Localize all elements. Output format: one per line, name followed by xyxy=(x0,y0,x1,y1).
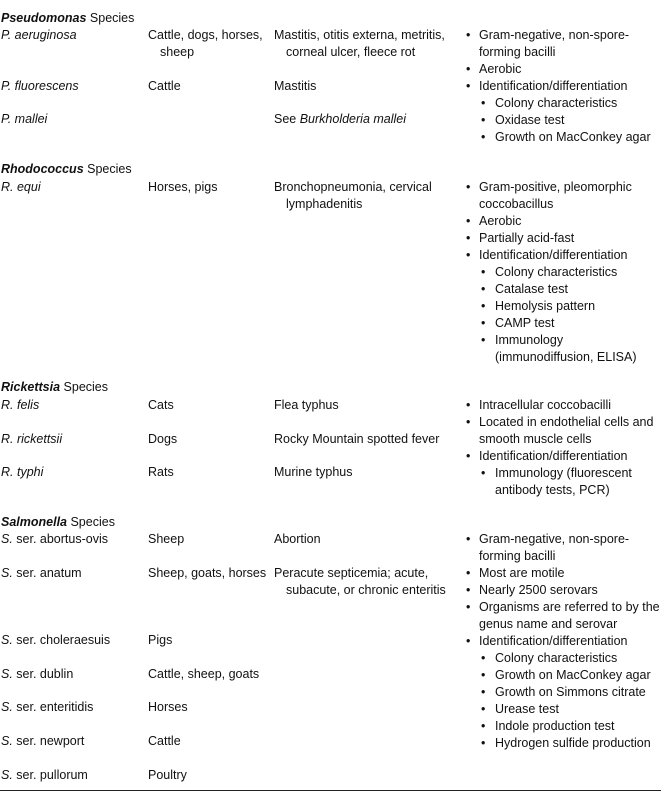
serovar-name: ser. enteritidis xyxy=(12,700,94,714)
genus-abbrev: S. xyxy=(1,700,13,714)
section-heading xyxy=(1,379,108,396)
genus-abbrev: S. xyxy=(1,566,13,580)
feature-item: • Partially acid-fast xyxy=(465,230,661,247)
disease-text: Peracute septicemia; acute, subacute, or chronic enteritis xyxy=(274,566,446,597)
disease-reference: Burkholderia mallei xyxy=(299,112,407,126)
feature-subitem: • Indole production test xyxy=(465,718,661,735)
feature-subitem: • Oxidase test xyxy=(465,112,661,129)
host-list: Poultry xyxy=(148,768,187,782)
table-bottom-rule xyxy=(0,790,661,791)
section-heading xyxy=(1,514,115,531)
host-list: Cattle xyxy=(148,79,181,93)
feature-item: • Aerobic xyxy=(465,213,661,230)
feature-subitem: • Catalase test xyxy=(465,281,661,298)
host-list: Rats xyxy=(148,465,174,479)
feature-item: • Nearly 2500 serovars xyxy=(465,582,661,599)
feature-item: • Identification/differentiation xyxy=(465,448,661,465)
genus-abbrev: S. xyxy=(1,633,13,647)
feature-item: • Most are motile xyxy=(465,565,661,582)
serovar-name: ser. choleraesuis xyxy=(12,633,111,647)
feature-subitem: • Hydrogen sulfide production xyxy=(465,735,661,752)
heading-suffix: Species xyxy=(60,380,109,394)
disease-text: Mastitis xyxy=(274,79,317,93)
species-name: P. aeruginosa xyxy=(1,28,77,42)
species-name xyxy=(1,733,84,750)
host-list: Pigs xyxy=(148,633,173,647)
host-list: Sheep, goats, horses xyxy=(148,566,267,580)
serovar-name: ser. anatum xyxy=(12,566,82,580)
disease-prefix: See xyxy=(274,112,300,126)
species-name: P. fluorescens xyxy=(1,79,79,93)
table-row xyxy=(0,767,661,784)
feature-item: • Organisms are referred to by the genus name and serovar xyxy=(465,599,661,633)
disease-text: Abortion xyxy=(274,532,321,546)
species-name xyxy=(1,531,108,548)
heading-suffix: Species xyxy=(83,162,132,176)
disease-text: Bronchopneumonia, cervical lymphadenitis xyxy=(274,180,432,211)
feature-subitem: • Hemolysis pattern xyxy=(465,298,661,315)
feature-subitem: • Colony characteristics xyxy=(465,95,661,112)
host-list: Horses, pigs xyxy=(148,180,218,194)
heading-suffix: Species xyxy=(67,515,115,529)
genus-name: Salmonella xyxy=(1,515,67,529)
feature-item: • Identification/differentiation xyxy=(465,633,661,650)
species-name: R. typhi xyxy=(1,465,44,479)
features-list xyxy=(465,397,661,499)
genus-abbrev: S. xyxy=(1,667,13,681)
features-list xyxy=(465,531,661,752)
host-list: Cattle, sheep, goats xyxy=(148,667,260,681)
feature-item: • Gram-negative, non-spore-forming bacilli xyxy=(465,27,661,61)
species-name: R. rickettsii xyxy=(1,432,63,446)
feature-subitem: • Immunology (fluorescent antibody tests, PCR) xyxy=(465,465,661,499)
genus-name: Rickettsia xyxy=(1,380,61,394)
host-list: Dogs xyxy=(148,432,178,446)
host-list: Sheep xyxy=(148,532,185,546)
host-list: Horses xyxy=(148,700,188,714)
serovar-name: ser. newport xyxy=(12,734,85,748)
species-name: P. mallei xyxy=(1,112,48,126)
genus-abbrev: S. xyxy=(1,532,13,546)
species-name: R. equi xyxy=(1,180,41,194)
feature-subitem: • Urease test xyxy=(465,701,661,718)
species-name xyxy=(1,767,88,784)
disease-text: Rocky Mountain spotted fever xyxy=(274,432,440,446)
species-name: R. felis xyxy=(1,398,40,412)
features-list xyxy=(465,179,661,366)
heading-suffix: Species xyxy=(86,11,135,25)
feature-item: • Gram-negative, non-spore-forming bacilli xyxy=(465,531,661,565)
disease-text xyxy=(274,111,471,128)
species-name xyxy=(1,565,82,582)
host-list: Cattle, dogs, horses, sheep xyxy=(148,28,263,59)
host-list: Cats xyxy=(148,398,174,412)
feature-subitem: • Immunology (immunodiffusion, ELISA) xyxy=(465,332,661,366)
genus-abbrev: S. xyxy=(1,768,13,782)
feature-item: • Located in endothelial cells and smooth muscle cells xyxy=(465,414,661,448)
genus-abbrev: S. xyxy=(1,734,13,748)
feature-item: • Gram-positive, pleomorphic coccobacillus xyxy=(465,179,661,213)
feature-item: • Identification/differentiation xyxy=(465,78,661,95)
species-name xyxy=(1,632,110,649)
serovar-name: ser. pullorum xyxy=(12,768,88,782)
genus-name: Pseudomonas xyxy=(1,11,87,25)
feature-subitem: • Growth on MacConkey agar xyxy=(465,667,661,684)
section-heading xyxy=(1,10,134,27)
disease-text: Mastitis, otitis externa, metritis, corneal ulcer, fleece rot xyxy=(274,28,445,59)
serovar-name: ser. dublin xyxy=(12,667,74,681)
feature-subitem: • Growth on Simmons citrate xyxy=(465,684,661,701)
section-heading xyxy=(1,161,132,178)
disease-text: Murine typhus xyxy=(274,465,353,479)
feature-item: • Intracellular coccobacilli xyxy=(465,397,661,414)
feature-subitem: • Colony characteristics xyxy=(465,650,661,667)
feature-subitem: • CAMP test xyxy=(465,315,661,332)
feature-subitem: • Colony characteristics xyxy=(465,264,661,281)
species-name xyxy=(1,699,93,716)
serovar-name: ser. abortus-ovis xyxy=(12,532,108,546)
host-list: Cattle xyxy=(148,734,181,748)
species-name xyxy=(1,666,73,683)
features-list xyxy=(465,27,661,146)
genus-name: Rhodococcus xyxy=(1,162,84,176)
disease-text: Flea typhus xyxy=(274,398,339,412)
feature-item: • Aerobic xyxy=(465,61,661,78)
feature-item: • Identification/differentiation xyxy=(465,247,661,264)
feature-subitem: • Growth on MacConkey agar xyxy=(465,129,661,146)
